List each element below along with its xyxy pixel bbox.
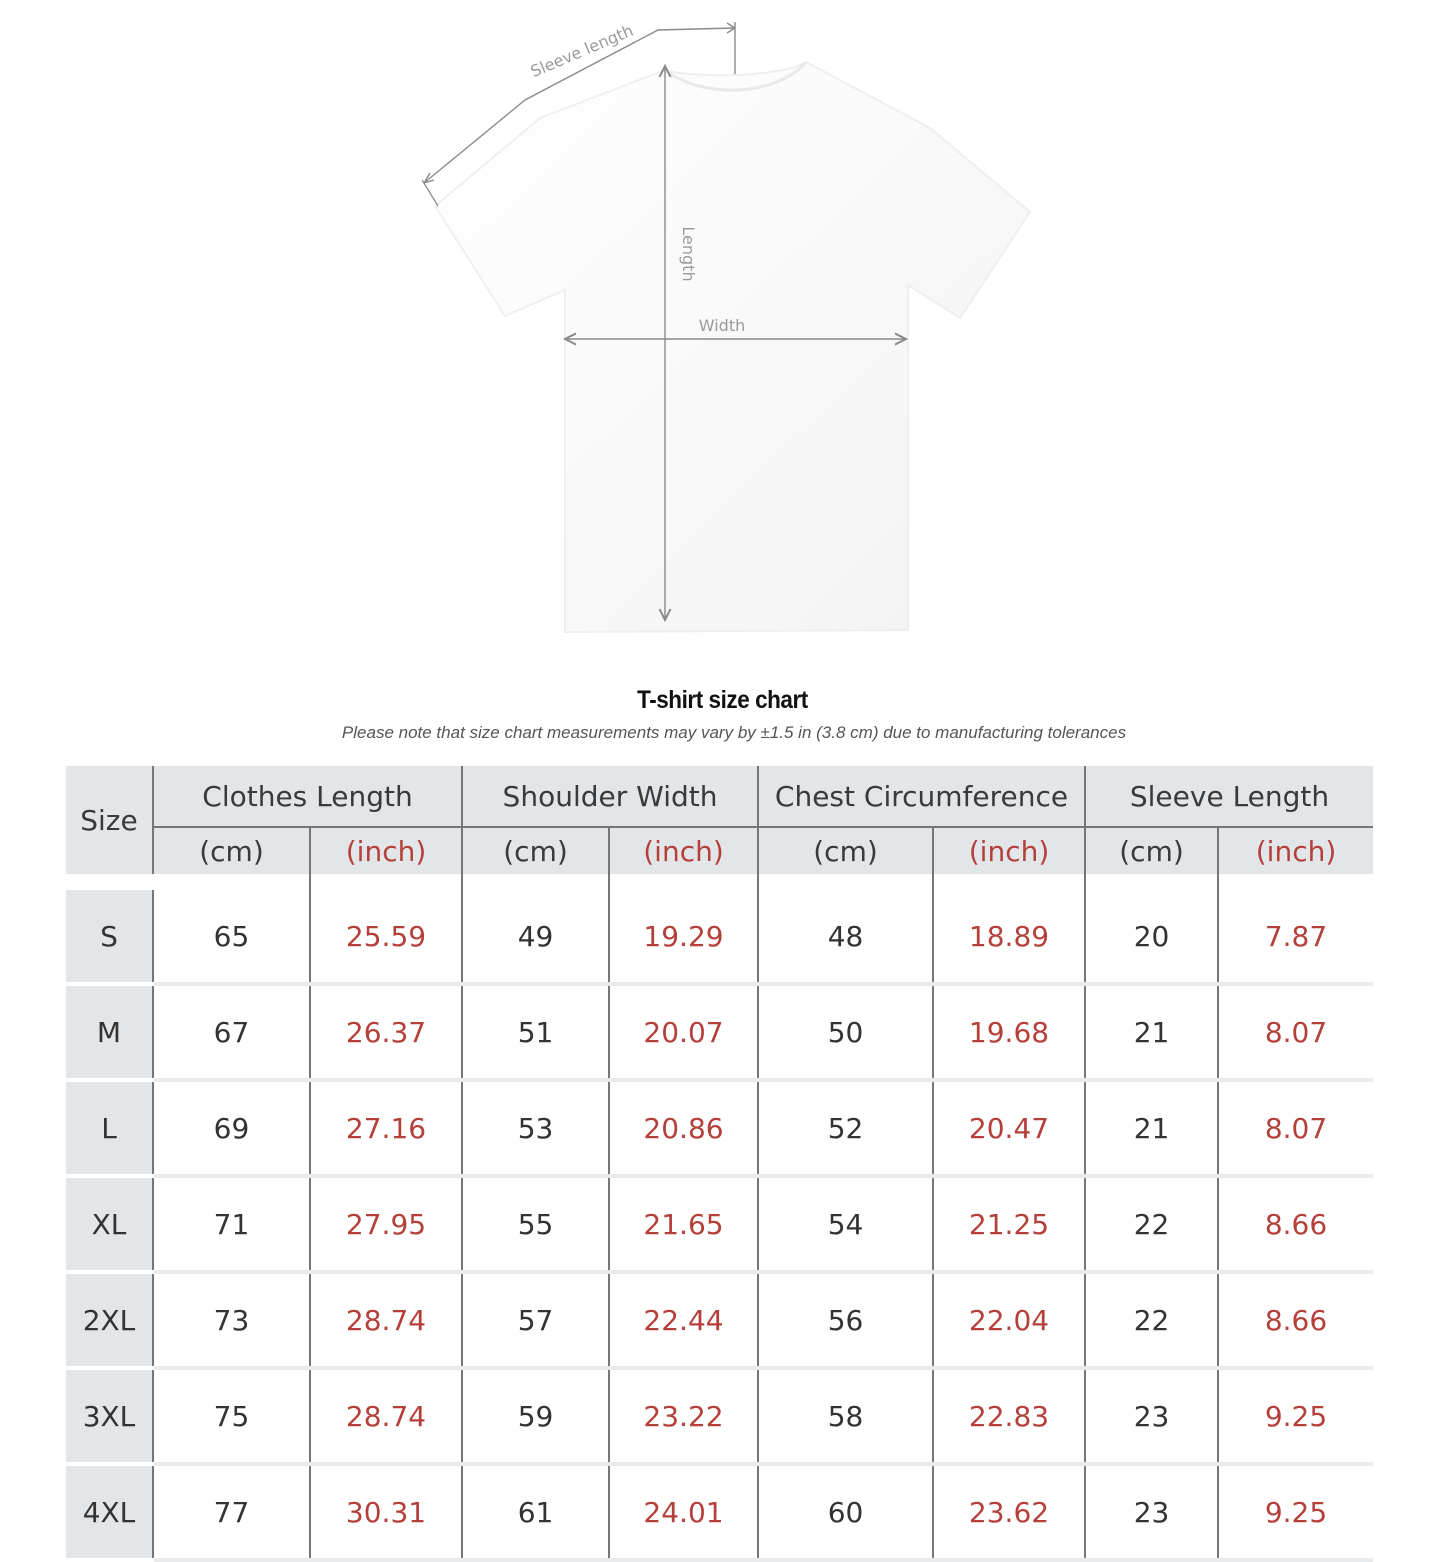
cm-value-cell: 56 xyxy=(758,1272,933,1368)
size-cell: 2XL xyxy=(66,1272,153,1368)
unit-inch-header: (inch) xyxy=(310,827,462,874)
size-cell: L xyxy=(66,1080,153,1176)
inch-value-cell: 7.87 xyxy=(1218,890,1373,984)
cm-value-cell: 54 xyxy=(758,1176,933,1272)
cm-value-cell: 61 xyxy=(462,1464,609,1560)
tshirt-diagram xyxy=(0,0,1445,660)
cm-value-cell: 23 xyxy=(1085,1464,1218,1560)
inch-value-cell: 27.95 xyxy=(310,1176,462,1272)
inch-value-cell: 27.16 xyxy=(310,1080,462,1176)
table-row xyxy=(66,1464,1373,1560)
inch-value-cell: 22.83 xyxy=(933,1368,1085,1464)
inch-value-cell: 22.04 xyxy=(933,1272,1085,1368)
inch-value-cell: 8.66 xyxy=(1218,1176,1373,1272)
table-row xyxy=(66,1176,1373,1272)
inch-value-cell: 23.22 xyxy=(609,1368,758,1464)
inch-value-cell: 19.68 xyxy=(933,984,1085,1080)
inch-value-cell: 26.37 xyxy=(310,984,462,1080)
size-chart-table xyxy=(66,766,1373,1562)
unit-cm-header: (cm) xyxy=(462,827,609,874)
inch-value-cell: 8.07 xyxy=(1218,1080,1373,1176)
size-cell: 3XL xyxy=(66,1368,153,1464)
cm-value-cell: 50 xyxy=(758,984,933,1080)
inch-value-cell: 30.31 xyxy=(310,1464,462,1560)
size-cell: S xyxy=(66,890,153,984)
cm-value-cell: 48 xyxy=(758,890,933,984)
cm-value-cell: 60 xyxy=(758,1464,933,1560)
inch-value-cell: 19.29 xyxy=(609,890,758,984)
cm-value-cell: 51 xyxy=(462,984,609,1080)
inch-value-cell: 20.47 xyxy=(933,1080,1085,1176)
cm-value-cell: 77 xyxy=(153,1464,310,1560)
inch-value-cell: 28.74 xyxy=(310,1272,462,1368)
group-header-shoulder-width: Shoulder Width xyxy=(462,766,758,827)
cm-value-cell: 71 xyxy=(153,1176,310,1272)
cm-value-cell: 59 xyxy=(462,1368,609,1464)
cm-value-cell: 52 xyxy=(758,1080,933,1176)
inch-value-cell: 20.86 xyxy=(609,1080,758,1176)
cm-value-cell: 20 xyxy=(1085,890,1218,984)
width-label: Width xyxy=(698,316,746,335)
cm-value-cell: 75 xyxy=(153,1368,310,1464)
table-row xyxy=(66,1080,1373,1176)
cm-value-cell: 22 xyxy=(1085,1176,1218,1272)
tshirt-shape xyxy=(435,62,1030,632)
cm-value-cell: 49 xyxy=(462,890,609,984)
inch-value-cell: 22.44 xyxy=(609,1272,758,1368)
unit-cm-header: (cm) xyxy=(153,827,310,874)
cm-value-cell: 69 xyxy=(153,1080,310,1176)
tolerance-note: Please note that size chart measurements may vary by ±1.5 in (3.8 cm) due to manufacturing tolerances xyxy=(341,723,1127,742)
inch-value-cell: 21.65 xyxy=(609,1176,758,1272)
length-label: Length xyxy=(679,226,698,282)
sleeve-length-label: Sleeve length xyxy=(527,20,637,82)
chart-title: T-shirt size chart xyxy=(637,686,808,714)
table-row xyxy=(66,890,1373,984)
cm-value-cell: 21 xyxy=(1085,1080,1218,1176)
table-row xyxy=(66,1368,1373,1464)
size-chart-table-wrap xyxy=(66,766,1373,1529)
cm-value-cell: 22 xyxy=(1085,1272,1218,1368)
inch-value-cell: 24.01 xyxy=(609,1464,758,1560)
cm-value-cell: 73 xyxy=(153,1272,310,1368)
cm-value-cell: 67 xyxy=(153,984,310,1080)
group-header-clothes-length: Clothes Length xyxy=(153,766,462,827)
inch-value-cell: 23.62 xyxy=(933,1464,1085,1560)
inch-value-cell: 25.59 xyxy=(310,890,462,984)
inch-value-cell: 28.74 xyxy=(310,1368,462,1464)
inch-value-cell: 8.07 xyxy=(1218,984,1373,1080)
inch-value-cell: 21.25 xyxy=(933,1176,1085,1272)
tshirt-illustration xyxy=(0,0,1445,660)
inch-value-cell: 20.07 xyxy=(609,984,758,1080)
cm-value-cell: 53 xyxy=(462,1080,609,1176)
unit-cm-header: (cm) xyxy=(758,827,933,874)
cm-value-cell: 23 xyxy=(1085,1368,1218,1464)
unit-cm-header: (cm) xyxy=(1085,827,1218,874)
inch-value-cell: 9.25 xyxy=(1218,1464,1373,1560)
inch-value-cell: 9.25 xyxy=(1218,1368,1373,1464)
size-header: Size xyxy=(66,766,153,874)
group-header-sleeve-length: Sleeve Length xyxy=(1085,766,1373,827)
size-cell: XL xyxy=(66,1176,153,1272)
cm-value-cell: 21 xyxy=(1085,984,1218,1080)
unit-inch-header: (inch) xyxy=(609,827,758,874)
cm-value-cell: 55 xyxy=(462,1176,609,1272)
unit-inch-header: (inch) xyxy=(933,827,1085,874)
inch-value-cell: 8.66 xyxy=(1218,1272,1373,1368)
unit-inch-header: (inch) xyxy=(1218,827,1373,874)
cm-value-cell: 57 xyxy=(462,1272,609,1368)
size-cell: M xyxy=(66,984,153,1080)
size-cell: 4XL xyxy=(66,1464,153,1560)
table-row xyxy=(66,984,1373,1080)
cm-value-cell: 58 xyxy=(758,1368,933,1464)
cm-value-cell: 65 xyxy=(153,890,310,984)
group-header-chest-circumference: Chest Circumference xyxy=(758,766,1085,827)
table-row xyxy=(66,1272,1373,1368)
inch-value-cell: 18.89 xyxy=(933,890,1085,984)
